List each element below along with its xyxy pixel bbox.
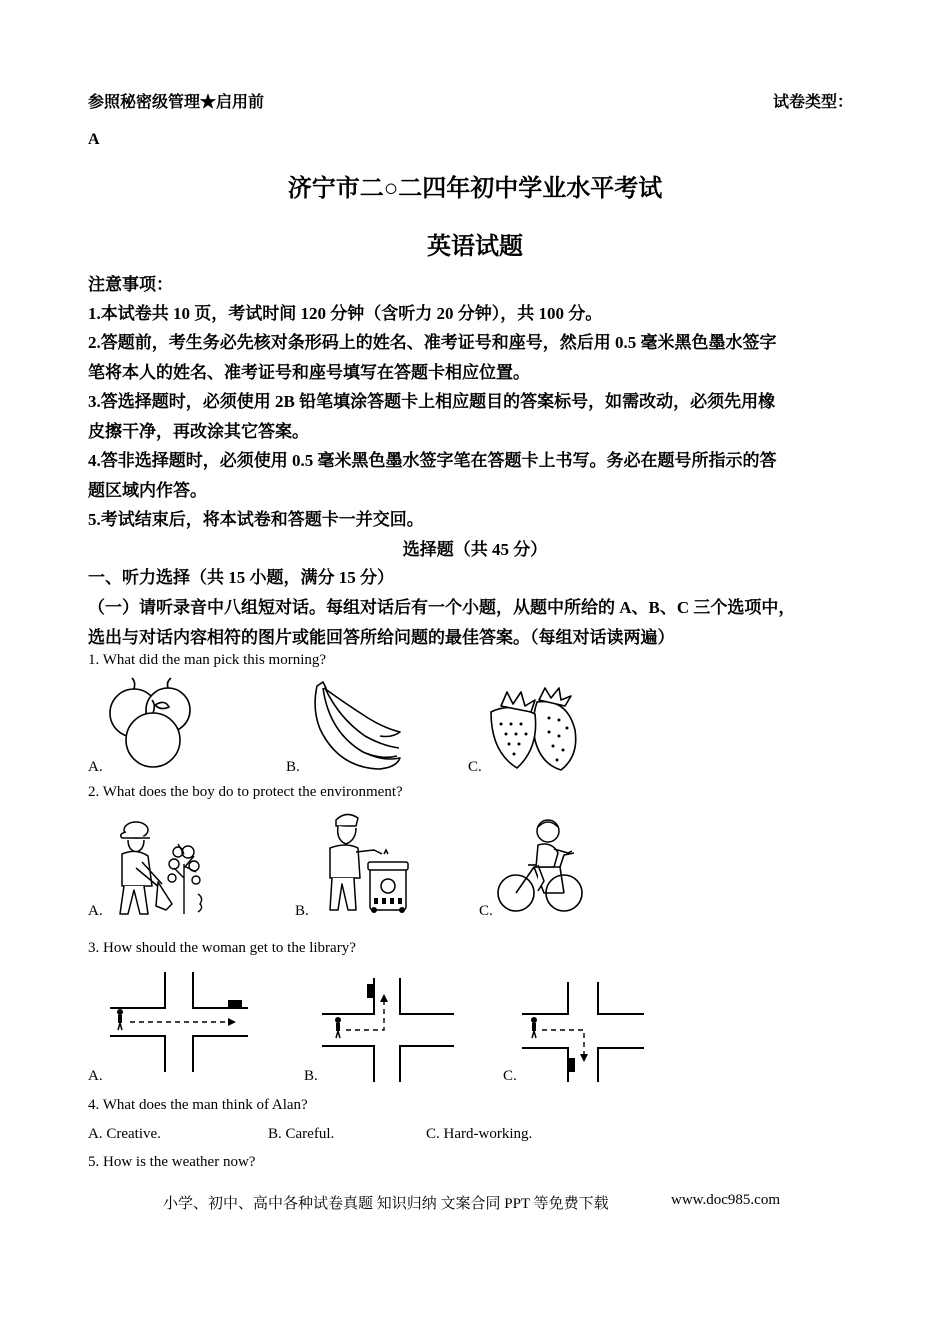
bananas-icon (303, 680, 403, 770)
notice-line: 笔将本人的姓名、准考证号和座号填写在答题卡相应位置。 (88, 363, 530, 382)
q2-option-b[interactable]: B. (295, 903, 309, 919)
q4-option-b[interactable]: B. Careful. (268, 1126, 335, 1142)
part1-title: 一、听力选择（共 15 小题，满分 15 分） (88, 568, 394, 587)
part1-instruction: 选出与对话内容相符的图片或能回答所给问题的最佳答案。（每组对话读两遍） (88, 628, 675, 647)
planting-tree-icon (106, 818, 210, 918)
notice-line: 1.本试卷共 10 页，考试时间 120 分钟（含听力 20 分钟），共 100 分。 (88, 304, 603, 323)
question-2-text: 2. What does the boy do to protect the environment? (88, 784, 403, 800)
q4-option-a[interactable]: A. Creative. (88, 1126, 161, 1142)
exam-subtitle: 英语试题 (427, 234, 523, 260)
footer-site-link[interactable]: www.doc985.com (671, 1192, 781, 1208)
section-title: 选择题（共 45 分） (402, 540, 548, 559)
part1-instruction: （一）请听录音中八组短对话。每组对话后有一个小题，从题中所给的 A、B、C 三个选项中， (88, 598, 796, 617)
q2-option-a[interactable]: A. (88, 903, 103, 919)
q1-option-b[interactable]: B. (286, 759, 300, 775)
q2-option-c[interactable]: C. (479, 903, 493, 919)
paper-type-value: A (88, 131, 100, 148)
cycling-icon (496, 815, 586, 915)
strawberries-icon (487, 684, 582, 774)
route-straight-map (110, 972, 250, 1072)
confidential-label: 参照秘密级管理★启用前 (88, 94, 265, 111)
footer-ad: 小学、初中、高中各种试卷真题 知识归纳 文案合同 PPT 等免费下载 (163, 1196, 609, 1212)
notice-line: 5.考试结束后，将本试卷和答题卡一并交回。 (88, 510, 424, 529)
q3-option-a[interactable]: A. (88, 1068, 103, 1084)
question-5-text: 5. How is the weather now? (88, 1154, 256, 1170)
notice-line: 4.答非选择题时，必须使用 0.5 毫米黑色墨水签字笔在答题卡上书写。务必在题号所指示的答 (88, 451, 777, 470)
q3-option-b[interactable]: B. (304, 1068, 318, 1084)
question-4-text: 4. What does the man think of Alan? (88, 1097, 308, 1113)
exam-title: 济宁市二○二四年初中学业水平考试 (287, 176, 663, 202)
notice-heading: 注意事项： (88, 275, 173, 294)
q4-option-c[interactable]: C. Hard-working. (426, 1126, 533, 1142)
recycling-icon (318, 812, 418, 918)
notice-line: 2.答题前，考生务必先核对条形码上的姓名、准考证号和座号，然后用 0.5 毫米黑色墨水签字 (88, 333, 777, 352)
notice-line: 皮擦干净，再改涂其它答案。 (88, 422, 309, 441)
notice-line: 3.答选择题时，必须使用 2B 铅笔填涂答题卡上相应题目的答案标号，如需改动，必须先用橡 (88, 392, 776, 411)
question-1-text: 1. What did the man pick this morning? (88, 652, 327, 668)
apples-icon (106, 678, 201, 770)
notice-line: 题区域内作答。 (88, 481, 207, 500)
route-right-map (522, 982, 644, 1082)
paper-type-label: 试卷类型： (773, 94, 854, 111)
q1-option-c[interactable]: C. (468, 759, 482, 775)
q1-option-a[interactable]: A. (88, 759, 103, 775)
route-left-map (322, 978, 454, 1082)
q3-option-c[interactable]: C. (503, 1068, 517, 1084)
question-3-text: 3. How should the woman get to the library? (88, 940, 356, 956)
